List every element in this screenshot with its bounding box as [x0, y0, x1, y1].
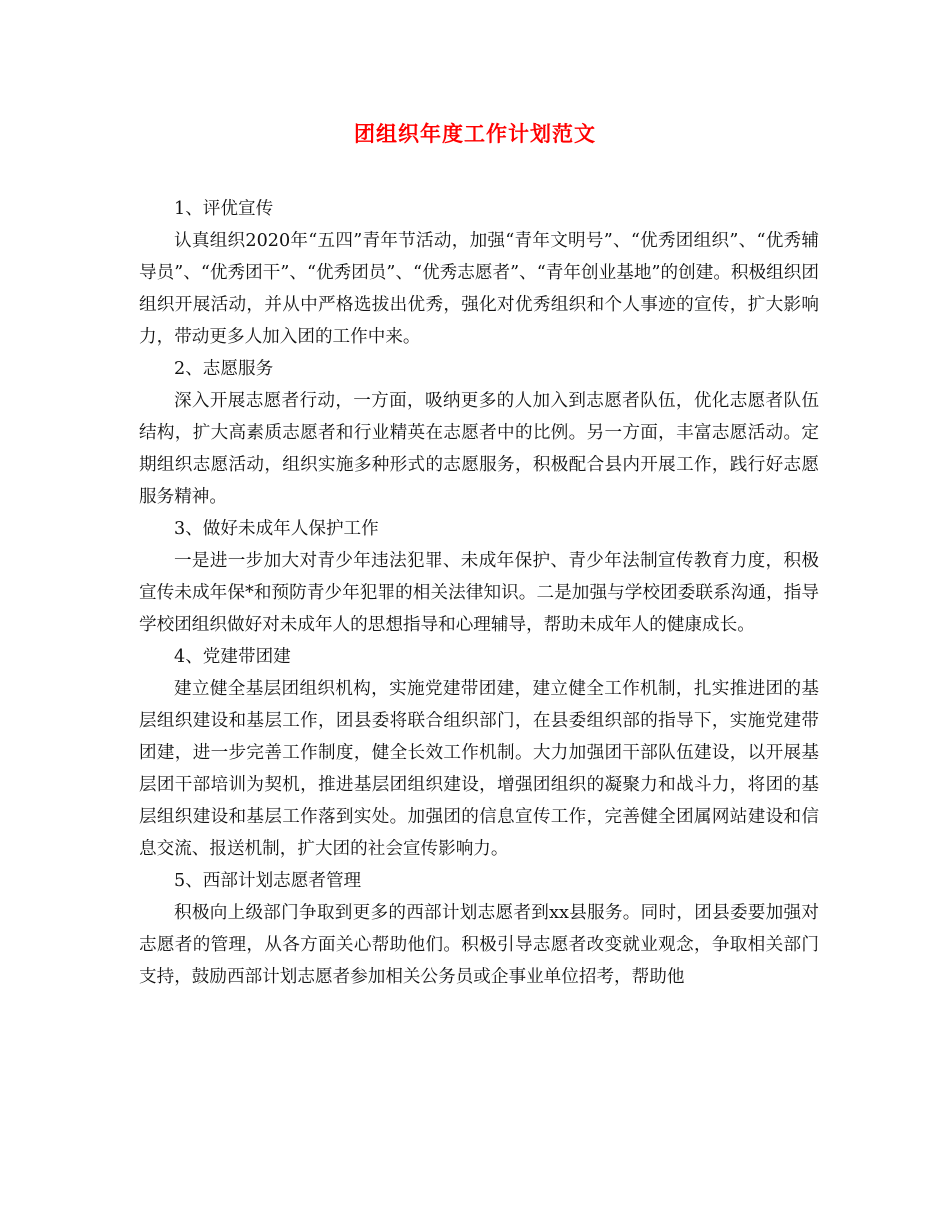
document-body: [139, 193, 819, 993]
section-paragraph-2: 深入开展志愿者行动，一方面，吸纳更多的人加入到志愿者队伍，优化志愿者队伍结构，扩大高素质志愿者和行业精英在志愿者中的比例。另一方面，丰富志愿活动。定期组织志愿活动，组织实施多种形式的志愿服务，积极配合县内开展工作，践行好志愿服务精神。: [139, 391, 819, 507]
section-paragraph-5: 积极向上级部门争取到更多的西部计划志愿者到xx县服务。同时，团县委要加强对志愿者的管理，从各方面关心帮助他们。积极引导志愿者改变就业观念，争取相关部门支持，鼓励西部计划志愿者参加相关公务员或企事业单位招考，帮助他: [139, 903, 819, 987]
section-heading-3: 3、做好未成年人保护工作: [174, 519, 379, 539]
section-heading-2: 2、志愿服务: [174, 359, 274, 379]
section-paragraph-4: 建立健全基层团组织机构，实施党建带团建，建立健全工作机制，扎实推进团的基层组织建设和基层工作，团县委将联合组织部门，在县委组织部的指导下，实施党建带团建，进一步完善工作制度，健全长效工作机制。大力加强团干部队伍建设，以开展基层团干部培训为契机，推进基层团组织建设，增强团组织的凝聚力和战斗力，将团的基层组织建设和基层工作落到实处。加强团的信息宣传工作，完善健全团属网站建设和信息交流、报送机制，扩大团的社会宣传影响力。: [139, 679, 819, 859]
section-heading-1: 1、评优宣传: [174, 199, 274, 219]
section-paragraph-3: 一是进一步加大对青少年违法犯罪、未成年保护、青少年法制宣传教育力度，积极宣传未成年保*和预防青少年犯罪的相关法律知识。二是加强与学校团委联系沟通，指导学校团组织做好对未成年人的思想指导和心理辅导，帮助未成年人的健康成长。: [139, 551, 819, 635]
section-paragraph-1: 认真组织2020年“五四”青年节活动，加强“青年文明号”、“优秀团组织”、“优秀辅导员”、“优秀团干”、“优秀团员”、“优秀志愿者”、“青年创业基地”的创建。积极组织团组织开展活动，并从中严格选拔出优秀，强化对优秀组织和个人事迹的宣传，扩大影响力，带动更多人加入团的工作中来。: [139, 231, 819, 347]
section-heading-5: 5、西部计划志愿者管理: [174, 871, 362, 891]
document-title: 团组织年度工作计划范文: [354, 121, 596, 146]
section-heading-4: 4、党建带团建: [174, 647, 291, 667]
